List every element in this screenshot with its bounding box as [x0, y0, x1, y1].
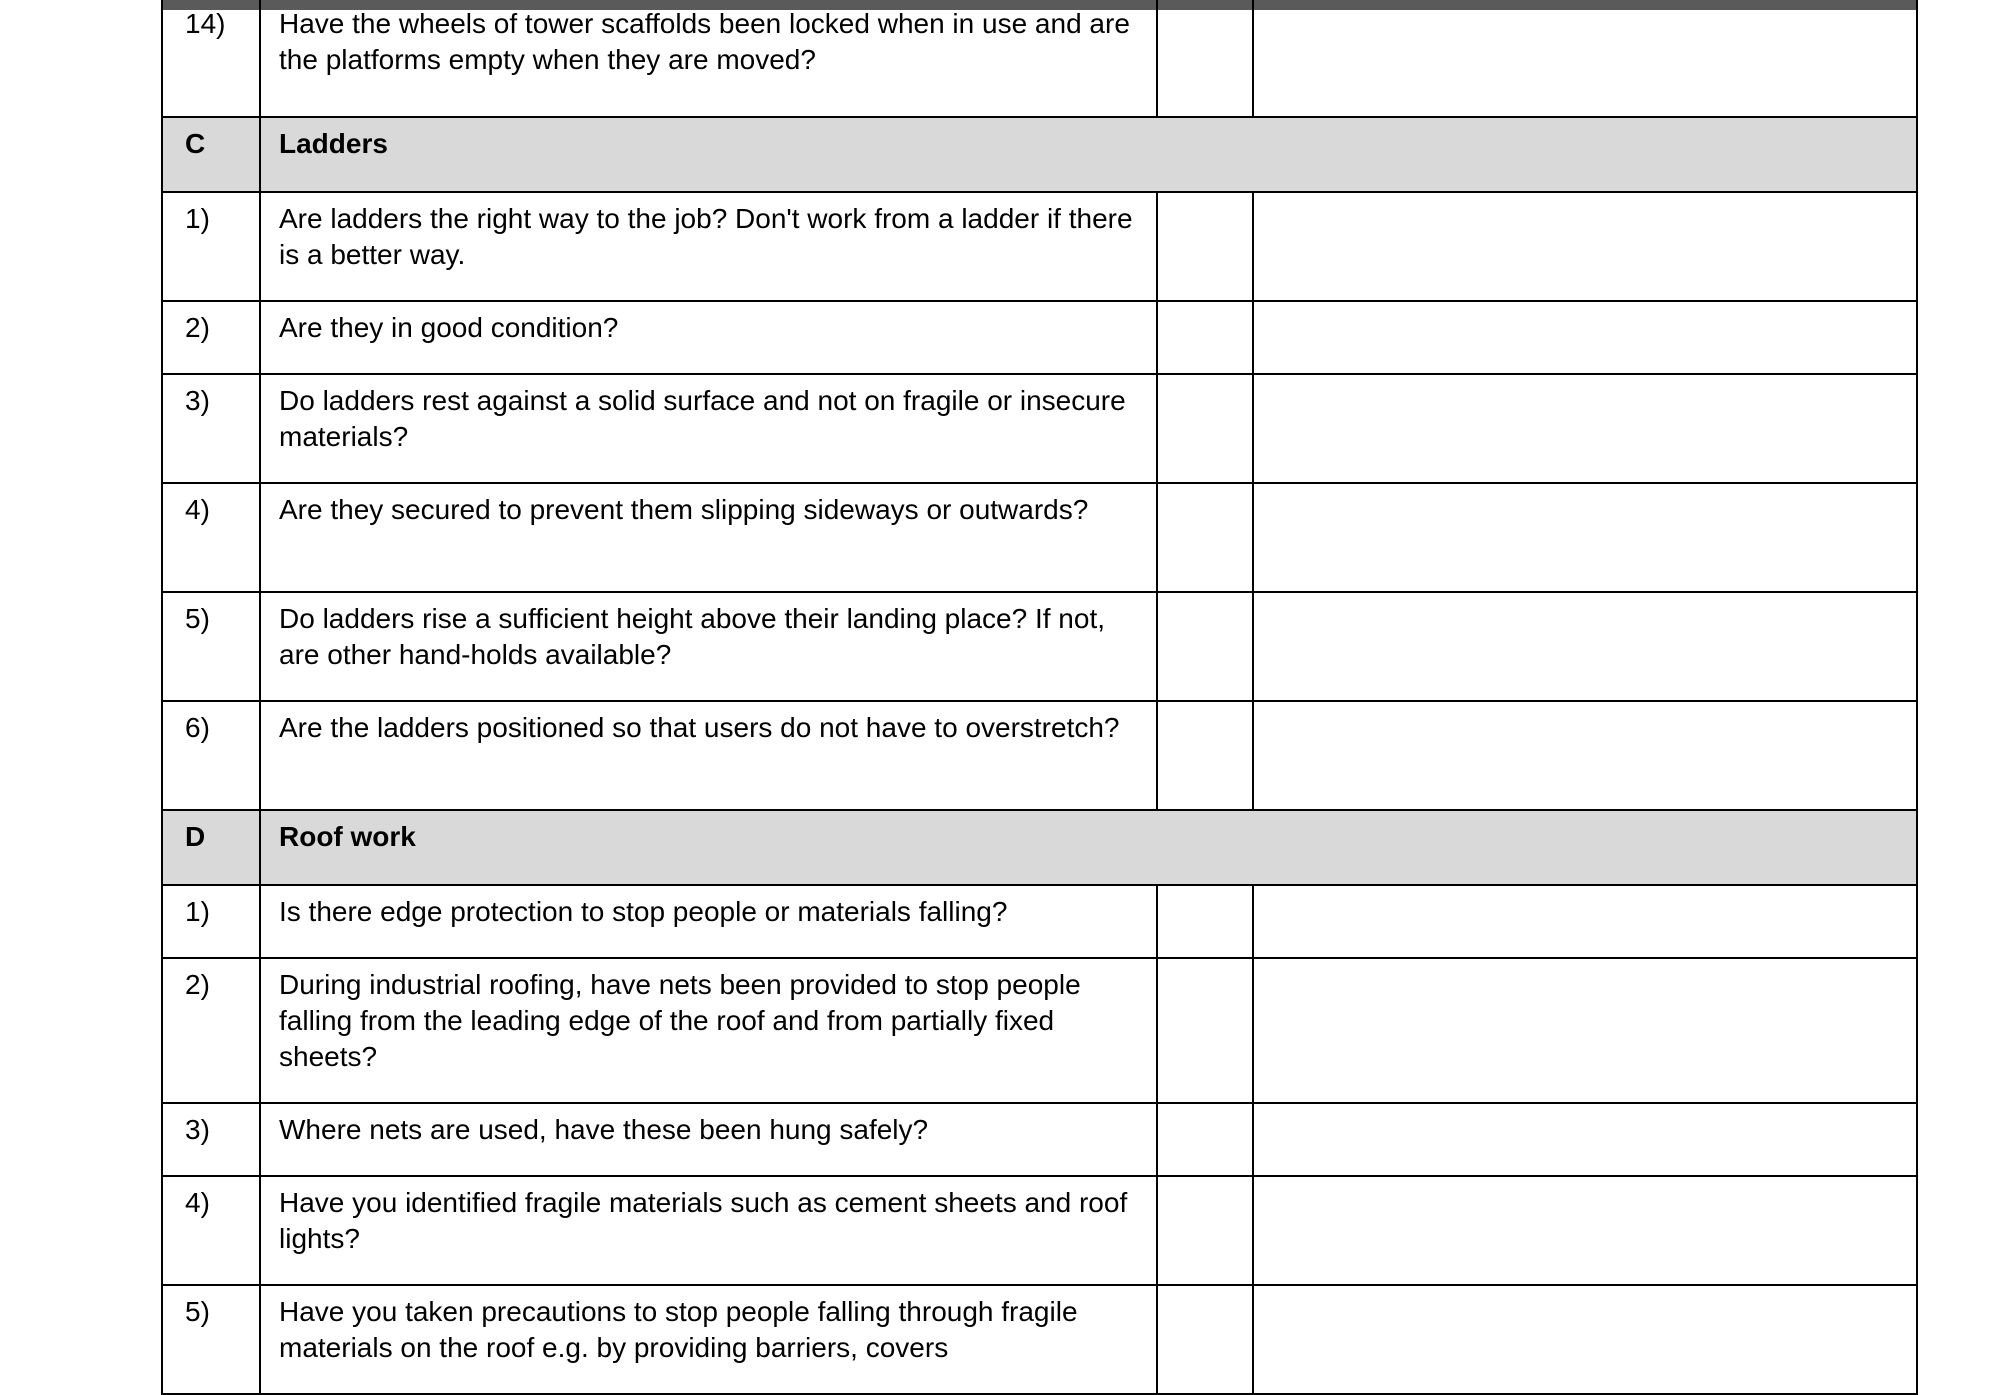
- comment-cell[interactable]: [1253, 192, 1917, 301]
- table-row: [162, 592, 1917, 701]
- table-row: [162, 0, 1917, 117]
- check-cell[interactable]: [1157, 1103, 1253, 1176]
- table-row: [162, 1285, 1917, 1394]
- comment-cell[interactable]: [1253, 885, 1917, 958]
- item-question: Is there edge protection to stop people or materials falling?: [260, 885, 1157, 958]
- item-number: 1): [162, 192, 260, 301]
- comment-cell[interactable]: [1253, 301, 1917, 374]
- check-cell[interactable]: [1157, 885, 1253, 958]
- check-cell[interactable]: [1157, 592, 1253, 701]
- check-cell[interactable]: [1157, 1176, 1253, 1285]
- section-header-row: [162, 117, 1917, 192]
- item-question: Do ladders rise a sufficient height above their landing place? If not, are other hand-holds available?: [260, 592, 1157, 701]
- item-question: During industrial roofing, have nets been provided to stop people falling from the leading edge of the roof and from partially fixed sheets?: [260, 958, 1157, 1103]
- table-row: [162, 374, 1917, 483]
- check-cell[interactable]: [1157, 374, 1253, 483]
- check-cell[interactable]: [1157, 192, 1253, 301]
- item-number: 4): [162, 483, 260, 592]
- item-number: 5): [162, 1285, 260, 1394]
- item-number: 1): [162, 885, 260, 958]
- comment-cell[interactable]: [1253, 592, 1917, 701]
- item-question: Are the ladders positioned so that users do not have to overstretch?: [260, 701, 1157, 810]
- table-row: [162, 483, 1917, 592]
- check-cell[interactable]: [1157, 701, 1253, 810]
- comment-cell[interactable]: [1253, 1285, 1917, 1394]
- table-row: [162, 301, 1917, 374]
- comment-cell[interactable]: [1253, 483, 1917, 592]
- section-header-row: [162, 810, 1917, 885]
- safety-checklist-table: [161, 0, 1918, 1395]
- table-row: [162, 958, 1917, 1103]
- check-cell[interactable]: [1157, 958, 1253, 1103]
- item-question: Are ladders the right way to the job? Don't work from a ladder if there is a better way.: [260, 192, 1157, 301]
- table-row: [162, 1176, 1917, 1285]
- item-number: 5): [162, 592, 260, 701]
- comment-cell[interactable]: [1253, 1176, 1917, 1285]
- item-question: Do ladders rest against a solid surface and not on fragile or insecure materials?: [260, 374, 1157, 483]
- comment-cell[interactable]: [1253, 958, 1917, 1103]
- item-number: 3): [162, 1103, 260, 1176]
- item-question: Are they in good condition?: [260, 301, 1157, 374]
- comment-cell[interactable]: [1253, 1103, 1917, 1176]
- item-number: 3): [162, 374, 260, 483]
- item-question: Where nets are used, have these been hung safely?: [260, 1103, 1157, 1176]
- section-letter: C: [162, 117, 260, 192]
- item-number: 4): [162, 1176, 260, 1285]
- check-cell[interactable]: [1157, 301, 1253, 374]
- check-cell[interactable]: [1157, 483, 1253, 592]
- section-letter: D: [162, 810, 260, 885]
- item-question: Have the wheels of tower scaffolds been locked when in use and are the platforms empty when they are moved?: [260, 0, 1157, 117]
- table-row: [162, 192, 1917, 301]
- table-row: [162, 885, 1917, 958]
- table-row: [162, 1103, 1917, 1176]
- item-number: 2): [162, 301, 260, 374]
- item-number: 6): [162, 701, 260, 810]
- check-cell[interactable]: [1157, 1285, 1253, 1394]
- check-cell[interactable]: [1157, 0, 1253, 117]
- section-title: Roof work: [260, 810, 1917, 885]
- item-number: 14): [162, 0, 260, 117]
- item-question: Have you taken precautions to stop people falling through fragile materials on the roof e.g. by providing barriers, covers: [260, 1285, 1157, 1394]
- comment-cell[interactable]: [1253, 0, 1917, 117]
- section-title: Ladders: [260, 117, 1917, 192]
- item-number: 2): [162, 958, 260, 1103]
- item-question: Are they secured to prevent them slipping sideways or outwards?: [260, 483, 1157, 592]
- table-row: [162, 701, 1917, 810]
- item-question: Have you identified fragile materials such as cement sheets and roof lights?: [260, 1176, 1157, 1285]
- comment-cell[interactable]: [1253, 701, 1917, 810]
- comment-cell[interactable]: [1253, 374, 1917, 483]
